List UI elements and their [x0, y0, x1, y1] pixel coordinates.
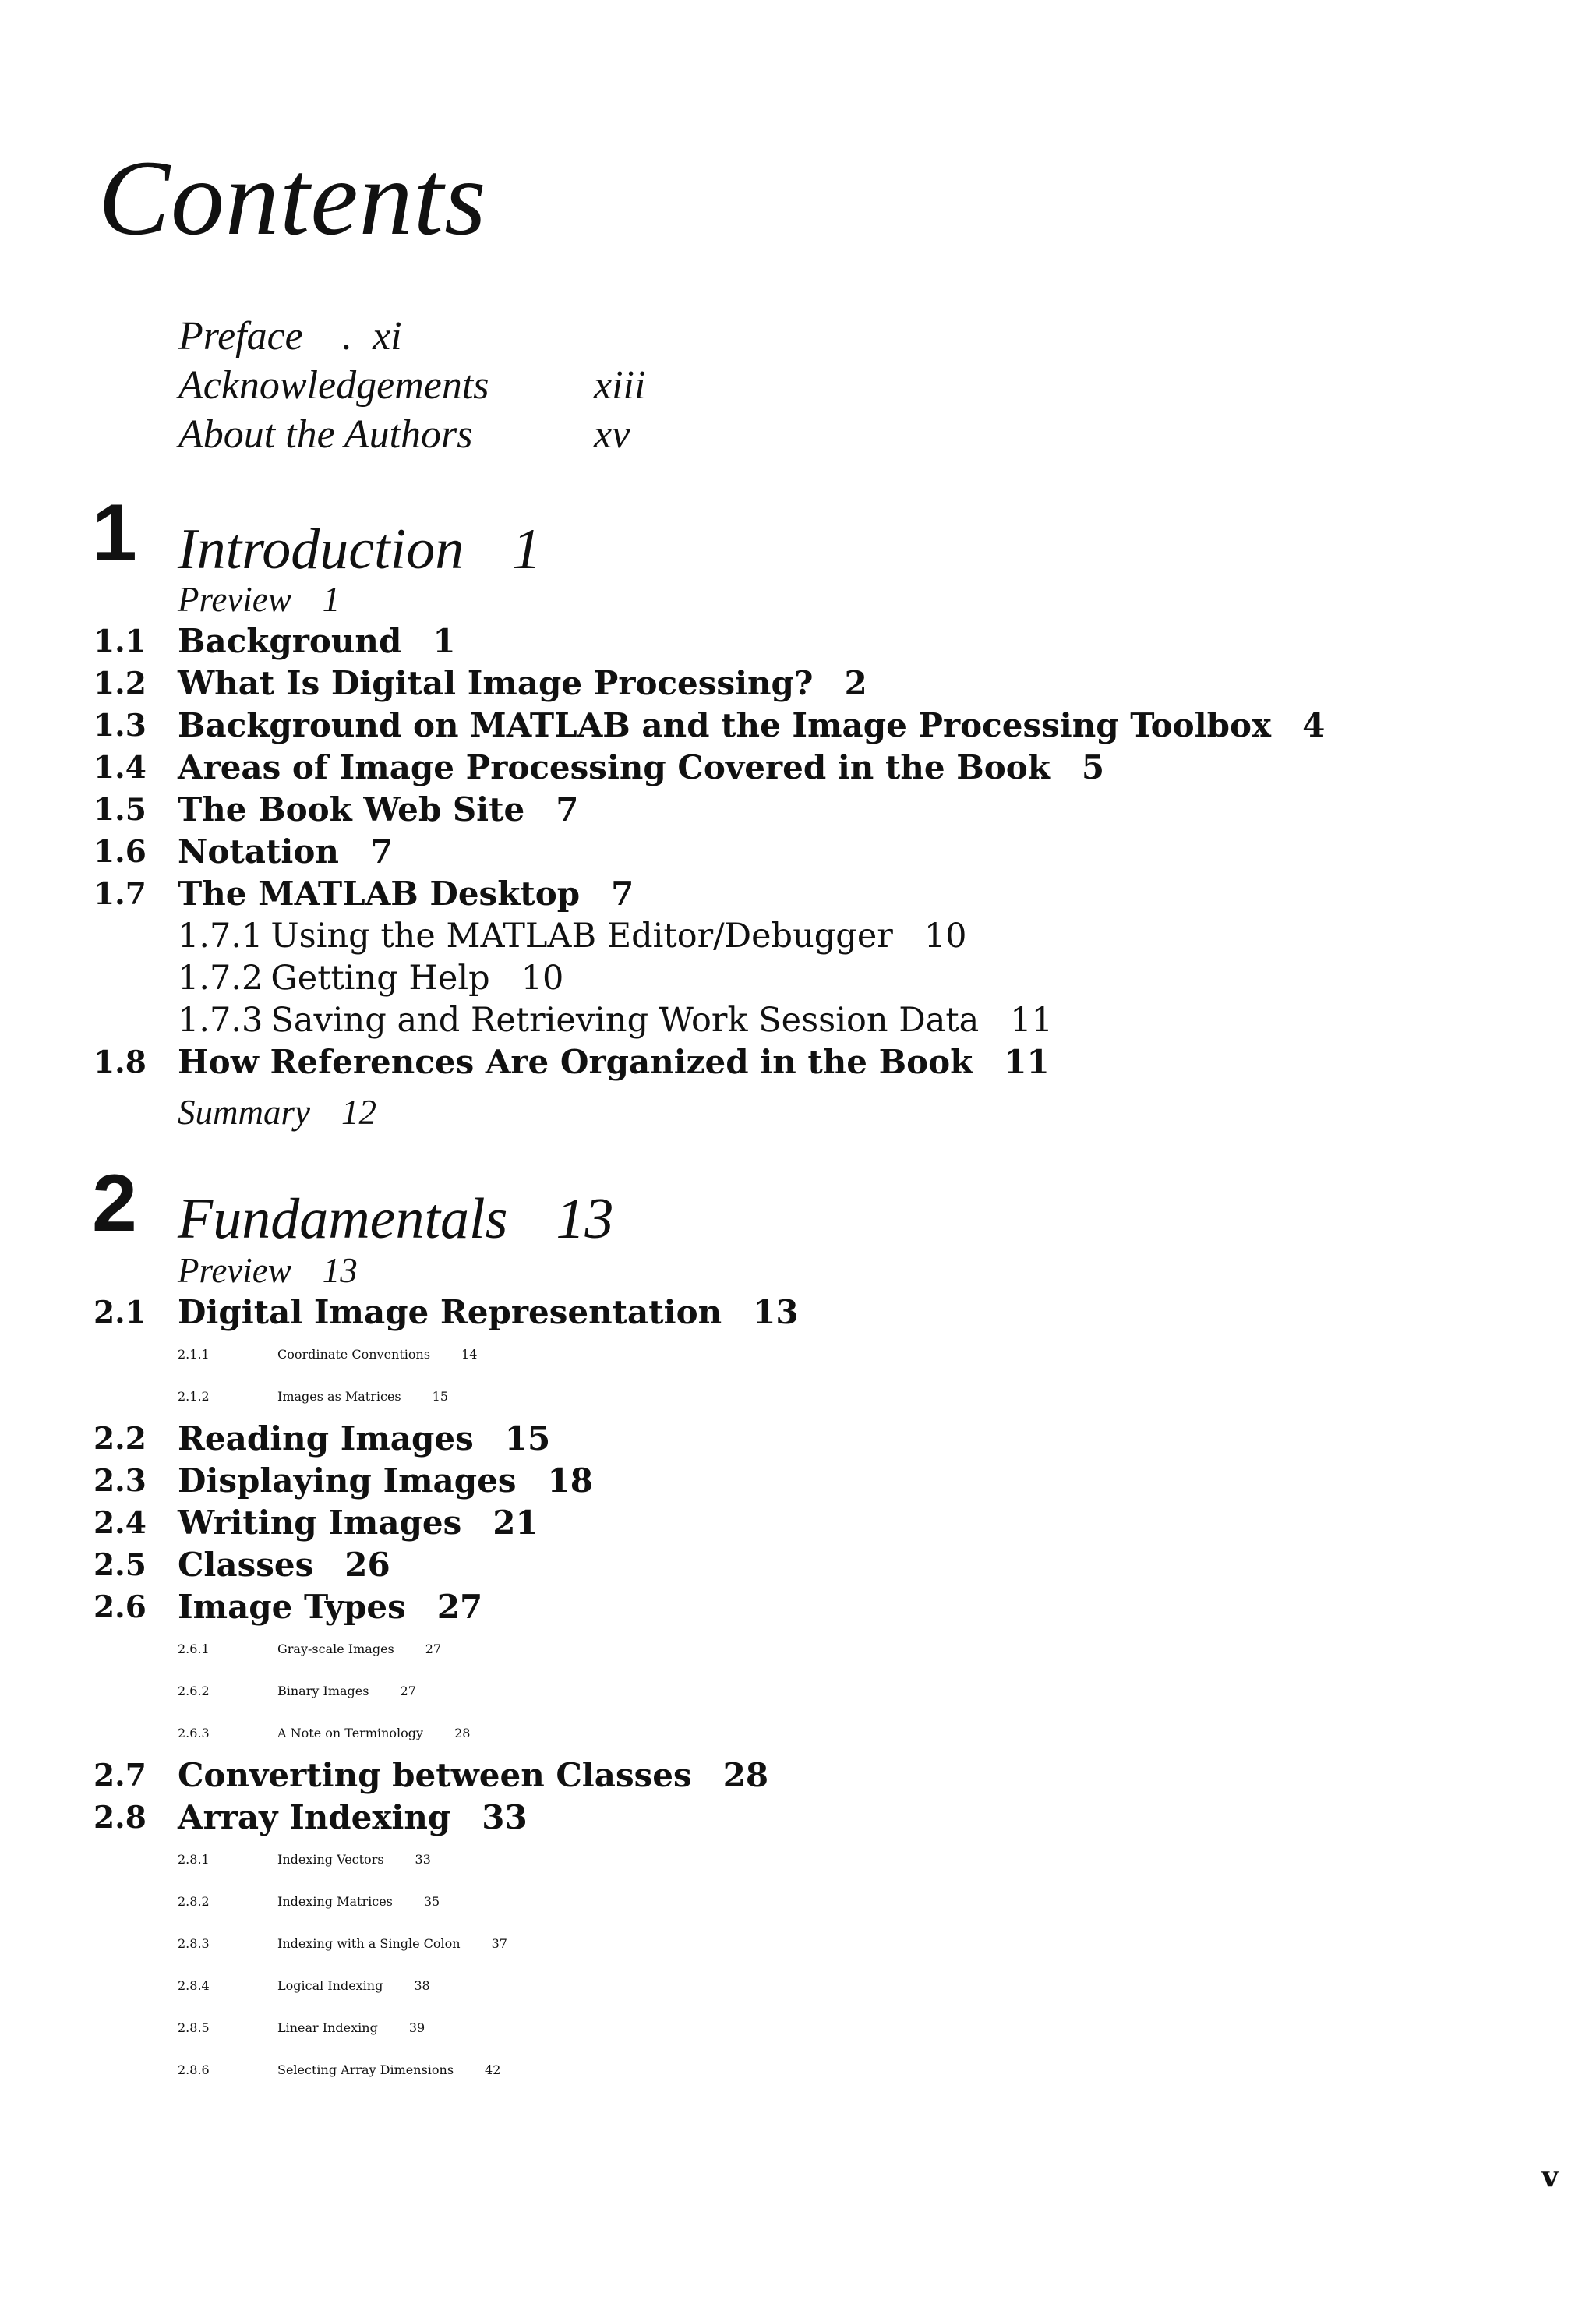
entry-title-text: Preview: [178, 1251, 291, 1290]
toc-entry[interactable]: [0, 1712, 1596, 1755]
entry-title: [178, 999, 1053, 1041]
entry-title: [178, 1460, 593, 1502]
entry-title-text: Converting between Classes: [178, 1756, 692, 1794]
entry-title-text: Indexing Matrices: [277, 1894, 393, 1909]
subsection-number: 2.8.2: [178, 1894, 210, 1909]
toc-entry[interactable]: [0, 1755, 1596, 1797]
entry-title: [178, 1670, 416, 1712]
subsection-number: 2.1.2: [178, 1389, 210, 1404]
section-number: 1.3: [94, 708, 147, 744]
entry-page: 39: [408, 2020, 425, 2035]
entry-title-text: Coordinate Conventions: [277, 1347, 431, 1362]
entry-page: 15: [504, 1419, 551, 1458]
section-number: 1.6: [94, 834, 147, 870]
front-matter-page: xv: [594, 412, 630, 457]
entry-title-text: Gray-scale Images: [277, 1641, 394, 1656]
entry-title: [178, 1041, 1050, 1083]
entry-title-text: Logical Indexing: [277, 1978, 383, 1993]
subsection-number: 1.7.2: [178, 959, 263, 998]
entry-page: 28: [722, 1756, 769, 1794]
entry-page: 11: [1010, 1001, 1053, 1040]
entry-title-text: Notation: [178, 832, 339, 871]
entry-title: [178, 1839, 431, 1881]
entry-page: 27: [425, 1641, 442, 1656]
toc-entry[interactable]: [0, 1797, 1596, 1839]
toc-entry[interactable]: [0, 1881, 1596, 1923]
section-number: 2.2: [94, 1421, 147, 1457]
entry-title: [178, 1586, 482, 1628]
entry-title: [178, 1334, 477, 1376]
entry-title-text: A Note on Terminology: [277, 1726, 424, 1740]
entry-title: [178, 1712, 470, 1755]
entry-page: 28: [454, 1726, 471, 1740]
toc-entry[interactable]: [0, 1418, 1596, 1460]
toc-entry[interactable]: [0, 1839, 1596, 1881]
section-number: 2.1: [94, 1295, 147, 1330]
toc-entry[interactable]: [0, 620, 1596, 663]
entry-title-text: Reading Images: [178, 1419, 474, 1458]
entry-title-text: Classes: [178, 1546, 314, 1584]
entry-title: [178, 1797, 528, 1839]
subsection-number: 2.8.3: [178, 1936, 210, 1951]
entry-page: 13: [322, 1251, 358, 1290]
subsection-number: 2.8.4: [178, 1978, 210, 1993]
entry-title-text: Background on MATLAB and the Image Processing Toolbox: [178, 706, 1272, 744]
entry-title: [178, 1755, 768, 1797]
subsection-number: 2.6.1: [178, 1641, 210, 1656]
entry-title: [178, 789, 578, 831]
chapter-2-number: 2: [92, 1158, 137, 1249]
section-number: 2.4: [94, 1505, 147, 1541]
entry-title-text: The Book Web Site: [178, 790, 525, 829]
entry-title: [178, 1418, 550, 1460]
entry-title-text: Using the MATLAB Editor/Debugger: [270, 917, 893, 956]
toc-entry[interactable]: [0, 957, 1596, 999]
entry-title: [178, 747, 1104, 789]
front-matter-page: . xi: [342, 314, 402, 359]
toc-entry[interactable]: [0, 2049, 1596, 2091]
entry-page: 42: [485, 2062, 501, 2077]
chapter-1-entries: [0, 578, 1596, 1133]
toc-entry[interactable]: [0, 1502, 1596, 1544]
subsection-number: 1.7.3: [178, 1001, 263, 1040]
section-number: 1.4: [94, 750, 147, 786]
toc-entry[interactable]: [0, 1544, 1596, 1586]
entry-title: [178, 873, 634, 915]
section-number: 1.5: [94, 792, 147, 828]
page-title: Contents: [98, 138, 487, 257]
entry-page: 1: [433, 622, 456, 660]
entry-page: 7: [611, 875, 634, 913]
toc-entry[interactable]: [0, 1965, 1596, 2007]
subsection-number: 2.8.1: [178, 1852, 210, 1867]
entry-title-text: Indexing with a Single Colon: [277, 1936, 461, 1951]
entry-title: [178, 705, 1325, 747]
toc-entry[interactable]: [0, 1586, 1596, 1628]
entry-page: 18: [547, 1461, 593, 1500]
entry-title-text: What Is Digital Image Processing?: [178, 664, 814, 702]
entry-page: 2: [844, 664, 867, 702]
entry-page: 38: [414, 1978, 430, 1993]
entry-page: 27: [400, 1684, 416, 1698]
chapter-page: 13: [556, 1187, 614, 1251]
subsection-number: 2.1.1: [178, 1347, 210, 1362]
entry-page: 37: [491, 1936, 507, 1951]
entry-page: 11: [1004, 1043, 1050, 1081]
section-number: 1.2: [94, 666, 147, 701]
entry-title-text: Linear Indexing: [277, 2020, 378, 2035]
entry-page: 5: [1081, 748, 1105, 786]
entry-title: [178, 1923, 507, 1965]
section-number: 2.5: [94, 1547, 147, 1583]
entry-title-text: Saving and Retrieving Work Session Data: [270, 1001, 980, 1040]
front-matter-title: Acknowledgements: [178, 363, 489, 408]
entry-title: [178, 2049, 500, 2091]
subsection-number: 2.6.3: [178, 1726, 210, 1740]
toc-entry[interactable]: [0, 873, 1596, 915]
toc-entry[interactable]: [0, 1923, 1596, 1965]
entry-title: [178, 1628, 441, 1670]
section-number: 2.8: [94, 1800, 147, 1836]
entry-title: [178, 1502, 538, 1544]
entry-title-text: Summary: [178, 1093, 310, 1132]
chapter-page: 1: [512, 518, 542, 581]
subsection-number: 2.8.6: [178, 2062, 210, 2077]
toc-entry[interactable]: [0, 663, 1596, 705]
toc-entry[interactable]: [0, 1041, 1596, 1091]
entry-title-text: Getting Help: [270, 959, 490, 998]
entry-title: [178, 1965, 430, 2007]
entry-title-text: Writing Images: [178, 1504, 462, 1542]
entry-title: [178, 2007, 425, 2049]
chapter-2-heading[interactable]: [178, 1187, 614, 1251]
toc-entry[interactable]: [0, 1292, 1596, 1334]
subsection-number: 1.7.1: [178, 917, 263, 956]
entry-page: 10: [923, 917, 967, 956]
entry-title: [178, 1881, 440, 1923]
entry-page: 21: [493, 1504, 538, 1542]
entry-title: [178, 957, 563, 999]
entry-title-text: Images as Matrices: [277, 1389, 401, 1404]
chapter-title: Introduction: [178, 518, 464, 581]
toc-entry[interactable]: [0, 1091, 1596, 1133]
entry-title-text: Indexing Vectors: [277, 1852, 384, 1867]
front-matter-title: Preface: [178, 314, 303, 359]
entry-title-text: Array Indexing: [178, 1798, 451, 1836]
entry-title-text: Displaying Images: [178, 1461, 517, 1500]
front-matter-title: About the Authors: [178, 412, 473, 457]
entry-title: [178, 620, 456, 663]
entry-page: 4: [1302, 706, 1326, 744]
subsection-number: 2.8.5: [178, 2020, 210, 2035]
entry-title: [178, 915, 967, 957]
toc-entry[interactable]: [0, 831, 1596, 873]
entry-page: 7: [556, 790, 579, 829]
front-matter-page: xiii: [594, 363, 646, 408]
entry-page: 14: [461, 1347, 478, 1362]
toc-entry[interactable]: [0, 1249, 1596, 1292]
entry-title-text: Image Types: [178, 1588, 406, 1626]
entry-title-text: The MATLAB Desktop: [178, 875, 581, 913]
chapter-2-entries: [0, 1249, 1596, 2091]
entry-page: 15: [432, 1389, 448, 1404]
entry-title: [178, 663, 867, 705]
section-number: 1.1: [94, 624, 147, 659]
entry-title: [178, 578, 340, 620]
entry-page: 33: [482, 1798, 528, 1836]
toc-entry[interactable]: [0, 578, 1596, 620]
entry-title-text: Selecting Array Dimensions: [277, 2062, 454, 2077]
entry-title: [178, 1249, 358, 1292]
entry-title: [178, 831, 393, 873]
entry-page: 7: [369, 832, 394, 871]
toc-entry[interactable]: [0, 1376, 1596, 1418]
page-number: v: [1541, 2158, 1559, 2193]
entry-title-text: Areas of Image Processing Covered in the Book: [178, 748, 1050, 786]
entry-title-text: Binary Images: [277, 1684, 369, 1698]
section-number: 2.7: [94, 1758, 147, 1793]
toc-entry[interactable]: [0, 747, 1596, 789]
entry-page: 35: [423, 1894, 440, 1909]
entry-page: 10: [521, 959, 564, 998]
section-number: 2.6: [94, 1589, 147, 1625]
entry-page: 1: [322, 580, 341, 619]
entry-page: 27: [436, 1588, 483, 1626]
entry-page: 26: [344, 1546, 390, 1584]
entry-title-text: Digital Image Representation: [178, 1293, 722, 1331]
entry-title: [178, 1292, 799, 1334]
toc-entry[interactable]: [0, 1334, 1596, 1376]
chapter-1-number: 1: [92, 488, 137, 578]
chapter-1-heading[interactable]: [178, 518, 542, 581]
section-number: 1.7: [94, 876, 147, 912]
entry-title: [178, 1091, 376, 1133]
toc-entry[interactable]: [0, 1460, 1596, 1502]
entry-title-text: How References Are Organized in the Book: [178, 1043, 973, 1081]
toc-entry[interactable]: [0, 1670, 1596, 1712]
entry-title-text: Background: [178, 622, 402, 660]
entry-title-text: Preview: [178, 580, 291, 619]
toc-entry[interactable]: [0, 789, 1596, 831]
toc-entry[interactable]: [0, 1628, 1596, 1670]
subsection-number: 2.6.2: [178, 1684, 210, 1698]
section-number: 2.3: [94, 1463, 147, 1499]
entry-title: [178, 1376, 448, 1418]
entry-page: 33: [415, 1852, 431, 1867]
toc-entry[interactable]: [0, 999, 1596, 1041]
chapter-title: Fundamentals: [178, 1187, 508, 1251]
entry-page: 12: [341, 1093, 376, 1132]
toc-entry[interactable]: [0, 2007, 1596, 2049]
entry-title: [178, 1544, 390, 1586]
toc-entry[interactable]: [0, 705, 1596, 747]
toc-entry[interactable]: [0, 915, 1596, 957]
entry-page: 13: [753, 1293, 799, 1331]
section-number: 1.8: [94, 1044, 147, 1080]
